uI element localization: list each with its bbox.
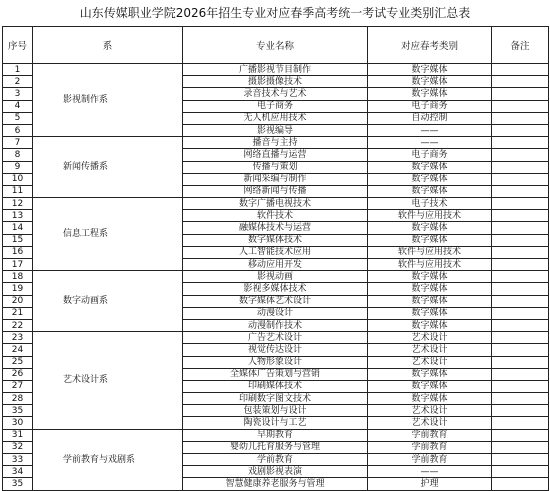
major-name: 电子商务 bbox=[183, 100, 368, 112]
row-number: 10 bbox=[3, 173, 33, 185]
row-number: 13 bbox=[3, 210, 33, 222]
major-name: 全媒体广告策划与营销 bbox=[183, 368, 368, 380]
exam-category: 数字媒体 bbox=[368, 64, 492, 76]
exam-category: 数字媒体 bbox=[368, 307, 492, 319]
major-name: 录音技术与艺术 bbox=[183, 88, 368, 100]
remarks-cell bbox=[492, 271, 549, 283]
major-name: 人物形象设计 bbox=[183, 356, 368, 368]
major-name: 融媒体技术与运营 bbox=[183, 222, 368, 234]
department-cell: 艺术设计系 bbox=[33, 332, 183, 430]
header-remarks: 备注 bbox=[492, 27, 549, 64]
row-number: 6 bbox=[3, 124, 33, 136]
remarks-cell bbox=[492, 222, 549, 234]
remarks-cell bbox=[492, 295, 549, 307]
remarks-cell bbox=[492, 344, 549, 356]
major-name: 影视动画 bbox=[183, 271, 368, 283]
remarks-cell bbox=[492, 319, 549, 331]
row-number: 34 bbox=[3, 466, 33, 478]
row-number: 17 bbox=[3, 259, 33, 271]
exam-category: 艺术设计 bbox=[368, 417, 492, 429]
major-name: 学前教育 bbox=[183, 454, 368, 466]
table-row bbox=[3, 332, 549, 344]
remarks-cell bbox=[492, 356, 549, 368]
remarks-cell bbox=[492, 466, 549, 478]
enrollment-table bbox=[2, 26, 549, 491]
department-cell: 新闻传播系 bbox=[33, 137, 183, 198]
remarks-cell bbox=[492, 441, 549, 453]
remarks-cell bbox=[492, 332, 549, 344]
row-number: 4 bbox=[3, 100, 33, 112]
row-number: 27 bbox=[3, 380, 33, 392]
major-name: 婴幼儿托育服务与管理 bbox=[183, 441, 368, 453]
department-cell: 数字动画系 bbox=[33, 271, 183, 332]
exam-category: 软件与应用技术 bbox=[368, 210, 492, 222]
exam-category: 数字媒体 bbox=[368, 185, 492, 197]
row-number: 12 bbox=[3, 198, 33, 210]
remarks-cell bbox=[492, 234, 549, 246]
exam-category: 自动控制 bbox=[368, 112, 492, 124]
row-number: 26 bbox=[3, 368, 33, 380]
remarks-cell bbox=[492, 124, 549, 136]
exam-category: 学前教育 bbox=[368, 441, 492, 453]
major-name: 广播影视节目制作 bbox=[183, 64, 368, 76]
exam-category: 学前教育 bbox=[368, 429, 492, 441]
major-name: 数字广播电视技术 bbox=[183, 198, 368, 210]
row-number: 1 bbox=[3, 64, 33, 76]
major-name: 人工智能技术应用 bbox=[183, 246, 368, 258]
row-number: 15 bbox=[3, 234, 33, 246]
major-name: 数字媒体艺术设计 bbox=[183, 295, 368, 307]
exam-category: —— bbox=[368, 124, 492, 136]
header-major: 专业名称 bbox=[183, 27, 368, 64]
major-name: 传播与策划 bbox=[183, 161, 368, 173]
row-number: 23 bbox=[3, 332, 33, 344]
table-row bbox=[3, 198, 549, 210]
department-cell: 信息工程系 bbox=[33, 198, 183, 271]
remarks-cell bbox=[492, 246, 549, 258]
exam-category: 软件与应用技术 bbox=[368, 246, 492, 258]
department-cell: 影视制作系 bbox=[33, 64, 183, 137]
exam-category: 电子技术 bbox=[368, 198, 492, 210]
major-name: 移动应用开发 bbox=[183, 259, 368, 271]
row-number: 19 bbox=[3, 283, 33, 295]
exam-category: 数字媒体 bbox=[368, 283, 492, 295]
row-number: 33 bbox=[3, 454, 33, 466]
exam-category: 护理 bbox=[368, 478, 492, 490]
exam-category: —— bbox=[368, 137, 492, 149]
major-name: 陶瓷设计与工艺 bbox=[183, 417, 368, 429]
major-name: 动漫设计 bbox=[183, 307, 368, 319]
exam-category: 学前教育 bbox=[368, 454, 492, 466]
exam-category: 艺术设计 bbox=[368, 356, 492, 368]
remarks-cell bbox=[492, 393, 549, 405]
major-name: 无人机应用技术 bbox=[183, 112, 368, 124]
remarks-cell bbox=[492, 210, 549, 222]
exam-category: 软件与应用技术 bbox=[368, 259, 492, 271]
row-number: 2 bbox=[3, 76, 33, 88]
header-number: 序号 bbox=[3, 27, 33, 64]
remarks-cell bbox=[492, 76, 549, 88]
remarks-cell bbox=[492, 64, 549, 76]
major-name: 软件技术 bbox=[183, 210, 368, 222]
exam-category: 数字媒体 bbox=[368, 295, 492, 307]
remarks-cell bbox=[492, 368, 549, 380]
row-number: 3 bbox=[3, 88, 33, 100]
major-name: 摄影摄像技术 bbox=[183, 76, 368, 88]
row-number: 35 bbox=[3, 405, 33, 417]
row-number: 8 bbox=[3, 149, 33, 161]
remarks-cell bbox=[492, 307, 549, 319]
remarks-cell bbox=[492, 478, 549, 490]
exam-category: 数字媒体 bbox=[368, 222, 492, 234]
exam-category: 艺术设计 bbox=[368, 332, 492, 344]
row-number: 5 bbox=[3, 112, 33, 124]
row-number: 24 bbox=[3, 344, 33, 356]
row-number: 32 bbox=[3, 441, 33, 453]
major-name: 戏剧影视表演 bbox=[183, 466, 368, 478]
remarks-cell bbox=[492, 417, 549, 429]
remarks-cell bbox=[492, 161, 549, 173]
row-number: 31 bbox=[3, 429, 33, 441]
remarks-cell bbox=[492, 454, 549, 466]
header-row bbox=[3, 27, 549, 64]
major-name: 印刷数字图文技术 bbox=[183, 393, 368, 405]
remarks-cell bbox=[492, 198, 549, 210]
major-name: 网络新闻与传播 bbox=[183, 185, 368, 197]
row-number: 11 bbox=[3, 185, 33, 197]
table-row bbox=[3, 137, 549, 149]
page-title: 山东传媒职业学院2026年招生专业对应春季高考统一考试专业类别汇总表 bbox=[79, 6, 471, 20]
table-row bbox=[3, 64, 549, 76]
row-number: 16 bbox=[3, 246, 33, 258]
remarks-cell bbox=[492, 137, 549, 149]
remarks-cell bbox=[492, 185, 549, 197]
remarks-cell bbox=[492, 429, 549, 441]
exam-category: 电子商务 bbox=[368, 149, 492, 161]
exam-category: 艺术设计 bbox=[368, 344, 492, 356]
major-name: 智慧健康养老服务与管理 bbox=[183, 478, 368, 490]
row-number: 35 bbox=[3, 478, 33, 490]
major-name: 影视多媒体技术 bbox=[183, 283, 368, 295]
row-number: 7 bbox=[3, 137, 33, 149]
exam-category: 数字媒体 bbox=[368, 173, 492, 185]
major-name: 视觉传达设计 bbox=[183, 344, 368, 356]
exam-category: 数字媒体 bbox=[368, 161, 492, 173]
exam-category: 数字媒体 bbox=[368, 368, 492, 380]
exam-category: 数字媒体 bbox=[368, 271, 492, 283]
major-name: 广告艺术设计 bbox=[183, 332, 368, 344]
major-name: 早期教育 bbox=[183, 429, 368, 441]
exam-category: 数字媒体 bbox=[368, 380, 492, 392]
exam-category: 数字媒体 bbox=[368, 76, 492, 88]
major-name: 印刷媒体技术 bbox=[183, 380, 368, 392]
exam-category: 数字媒体 bbox=[368, 234, 492, 246]
remarks-cell bbox=[492, 259, 549, 271]
major-name: 数字媒体技术 bbox=[183, 234, 368, 246]
exam-category: 电子商务 bbox=[368, 100, 492, 112]
table-row bbox=[3, 271, 549, 283]
row-number: 9 bbox=[3, 161, 33, 173]
remarks-cell bbox=[492, 88, 549, 100]
header-category: 对应春考类别 bbox=[368, 27, 492, 64]
major-name: 动漫制作技术 bbox=[183, 319, 368, 331]
major-name: 网络直播与运营 bbox=[183, 149, 368, 161]
major-name: 新闻采编与制作 bbox=[183, 173, 368, 185]
exam-category: —— bbox=[368, 466, 492, 478]
major-name: 播音与主持 bbox=[183, 137, 368, 149]
exam-category: 艺术设计 bbox=[368, 405, 492, 417]
row-number: 18 bbox=[3, 271, 33, 283]
row-number: 21 bbox=[3, 307, 33, 319]
remarks-cell bbox=[492, 380, 549, 392]
exam-category: 数字媒体 bbox=[368, 319, 492, 331]
row-number: 25 bbox=[3, 356, 33, 368]
row-number: 20 bbox=[3, 295, 33, 307]
remarks-cell bbox=[492, 173, 549, 185]
row-number: 22 bbox=[3, 319, 33, 331]
department-cell: 学前教育与戏剧系 bbox=[33, 429, 183, 490]
table-body bbox=[3, 64, 549, 491]
major-name: 包装策划与设计 bbox=[183, 405, 368, 417]
remarks-cell bbox=[492, 283, 549, 295]
exam-category: 数字媒体 bbox=[368, 88, 492, 100]
remarks-cell bbox=[492, 112, 549, 124]
major-name: 影视编导 bbox=[183, 124, 368, 136]
row-number: 14 bbox=[3, 222, 33, 234]
remarks-cell bbox=[492, 405, 549, 417]
exam-category: 数字媒体 bbox=[368, 393, 492, 405]
table-row bbox=[3, 429, 549, 441]
remarks-cell bbox=[492, 149, 549, 161]
row-number: 30 bbox=[3, 417, 33, 429]
remarks-cell bbox=[492, 100, 549, 112]
header-department: 系 bbox=[33, 27, 183, 64]
row-number: 28 bbox=[3, 393, 33, 405]
